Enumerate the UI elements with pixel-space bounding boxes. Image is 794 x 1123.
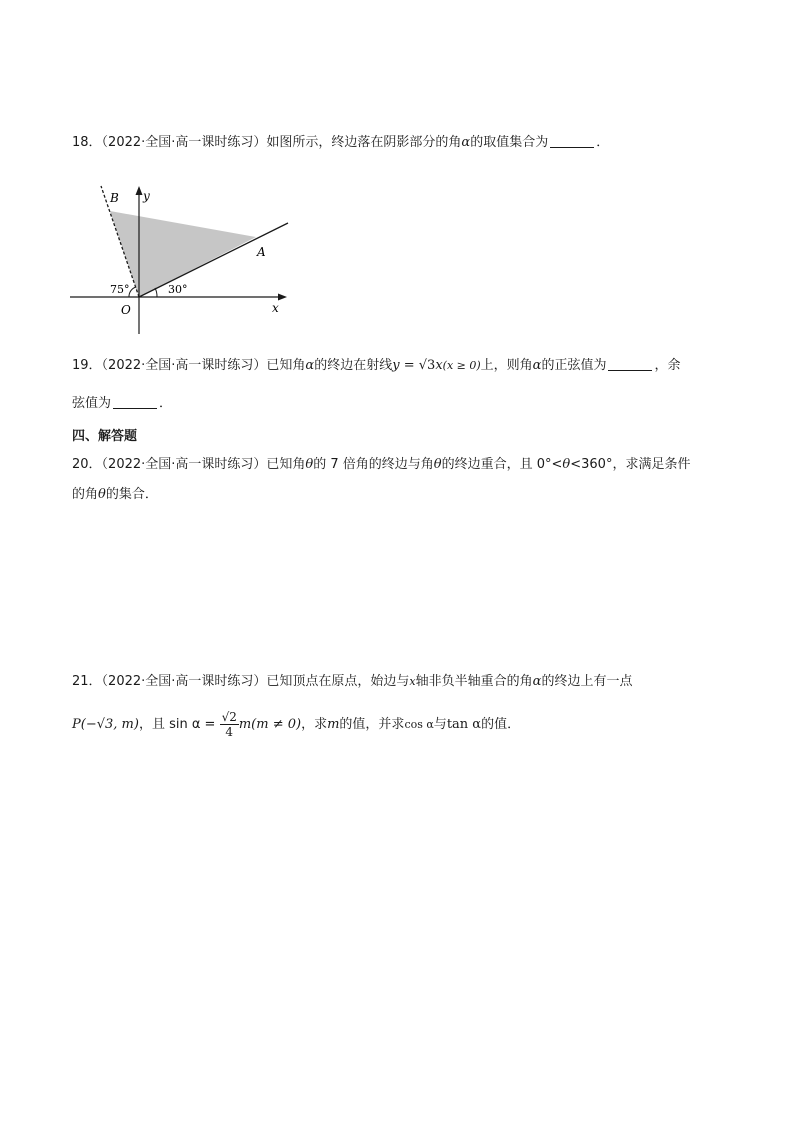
q19-text-a: 已知角 xyxy=(266,358,306,373)
angle-figure xyxy=(70,178,300,338)
q19-ray-x: x xyxy=(435,358,443,373)
q20-text-c: 的终边重合，且 0°< xyxy=(441,457,563,472)
q19-text-d: 的正弦值为 xyxy=(541,358,607,373)
q21-text-c: 的终边上有一点 xyxy=(541,674,633,689)
q19-ray-cond: (x ≥ 0) xyxy=(442,359,481,372)
q21-cond: m(m ≠ 0) xyxy=(238,717,302,732)
q21-text-a: 已知顶点在原点，始边与 xyxy=(266,674,410,689)
x-axis-arrow xyxy=(278,294,287,301)
q20-source: （2022·全国·高一课时练习） xyxy=(101,457,267,472)
q21-tan: tan α xyxy=(446,717,482,732)
q19-alpha-1: α xyxy=(305,358,315,373)
question-19-line2 xyxy=(72,394,172,414)
q18-source: （2022·全国·高一课时练习） xyxy=(101,135,267,150)
q18-end: ． xyxy=(596,135,610,150)
q21-frac-num: √2 xyxy=(221,710,237,724)
q21-alpha: α xyxy=(532,674,542,689)
q20-theta-2: θ xyxy=(433,457,442,472)
q19-end: ． xyxy=(159,396,173,411)
q19-line2-text: 弦值为 xyxy=(72,396,112,411)
q21-text-d: ，且 sin α = xyxy=(138,717,220,732)
q19-text-e: ，余 xyxy=(654,358,681,373)
q20-theta-3: θ xyxy=(562,457,571,472)
q21-text-e: ，求 xyxy=(301,717,328,732)
q19-cosine-blank[interactable] xyxy=(113,394,157,409)
question-20-line2 xyxy=(72,485,158,505)
label-x: x xyxy=(272,301,279,315)
label-B: B xyxy=(110,191,119,205)
label-O: O xyxy=(121,303,131,317)
question-21-line2 xyxy=(72,708,520,742)
q21-text-g: 与 xyxy=(433,717,447,732)
q21-text-f: 的值，并求 xyxy=(339,717,405,732)
q20-line2-a: 的角 xyxy=(72,487,99,502)
label-75deg: 75° xyxy=(110,283,130,296)
question-20 xyxy=(72,455,690,475)
q20-text-b: 的 7 倍角的终边与角 xyxy=(313,457,434,472)
q21-frac-den: 4 xyxy=(225,725,234,739)
y-axis-arrow xyxy=(136,186,143,195)
q19-ray-y: y xyxy=(392,358,400,373)
q19-text-b: 的终边在射线 xyxy=(314,358,393,373)
arc-75 xyxy=(129,287,136,297)
question-18 xyxy=(72,133,609,153)
q19-text-c: 上，则角 xyxy=(480,358,533,373)
label-A: A xyxy=(257,245,266,259)
q20-theta-4: θ xyxy=(98,487,106,502)
q18-text-a: 如图所示，终边落在阴影部分的角 xyxy=(266,135,462,150)
q18-alpha: α xyxy=(461,135,471,150)
arc-30 xyxy=(155,288,157,297)
section-heading: 四、解答题 xyxy=(72,429,138,444)
q18-answer-blank[interactable] xyxy=(550,133,594,148)
q21-point: P(−√3, m) xyxy=(72,717,139,732)
q21-source: （2022·全国·高一课时练习） xyxy=(101,674,267,689)
q19-number: 19． xyxy=(72,358,102,373)
q19-ray-eq: = xyxy=(399,358,419,373)
q21-text-b: 轴非负半轴重合的角 xyxy=(415,674,533,689)
label-30deg: 30° xyxy=(168,283,188,296)
label-y: y xyxy=(143,189,150,203)
q21-number: 21． xyxy=(72,674,102,689)
q20-theta-1: θ xyxy=(305,457,314,472)
q20-text-a: 已知角 xyxy=(266,457,306,472)
question-21 xyxy=(72,672,632,692)
q19-alpha-2: α xyxy=(532,358,542,373)
q21-fraction xyxy=(220,710,239,739)
q19-source: （2022·全国·高一课时练习） xyxy=(101,358,267,373)
q21-cos: cos α xyxy=(404,718,434,731)
q19-sine-blank[interactable] xyxy=(608,356,652,371)
q21-m: m xyxy=(327,717,340,732)
q21-text-h: 的值． xyxy=(481,717,521,732)
q18-number: 18． xyxy=(72,135,102,150)
q19-ray-sqrt: √3 xyxy=(418,358,436,373)
q20-line2-b: 的集合． xyxy=(105,487,158,502)
question-19 xyxy=(72,356,680,376)
q20-text-d: <360°，求满足条件 xyxy=(570,457,691,472)
q18-text-b: 的取值集合为 xyxy=(470,135,549,150)
q20-number: 20． xyxy=(72,457,102,472)
q21-x: x xyxy=(409,675,416,688)
